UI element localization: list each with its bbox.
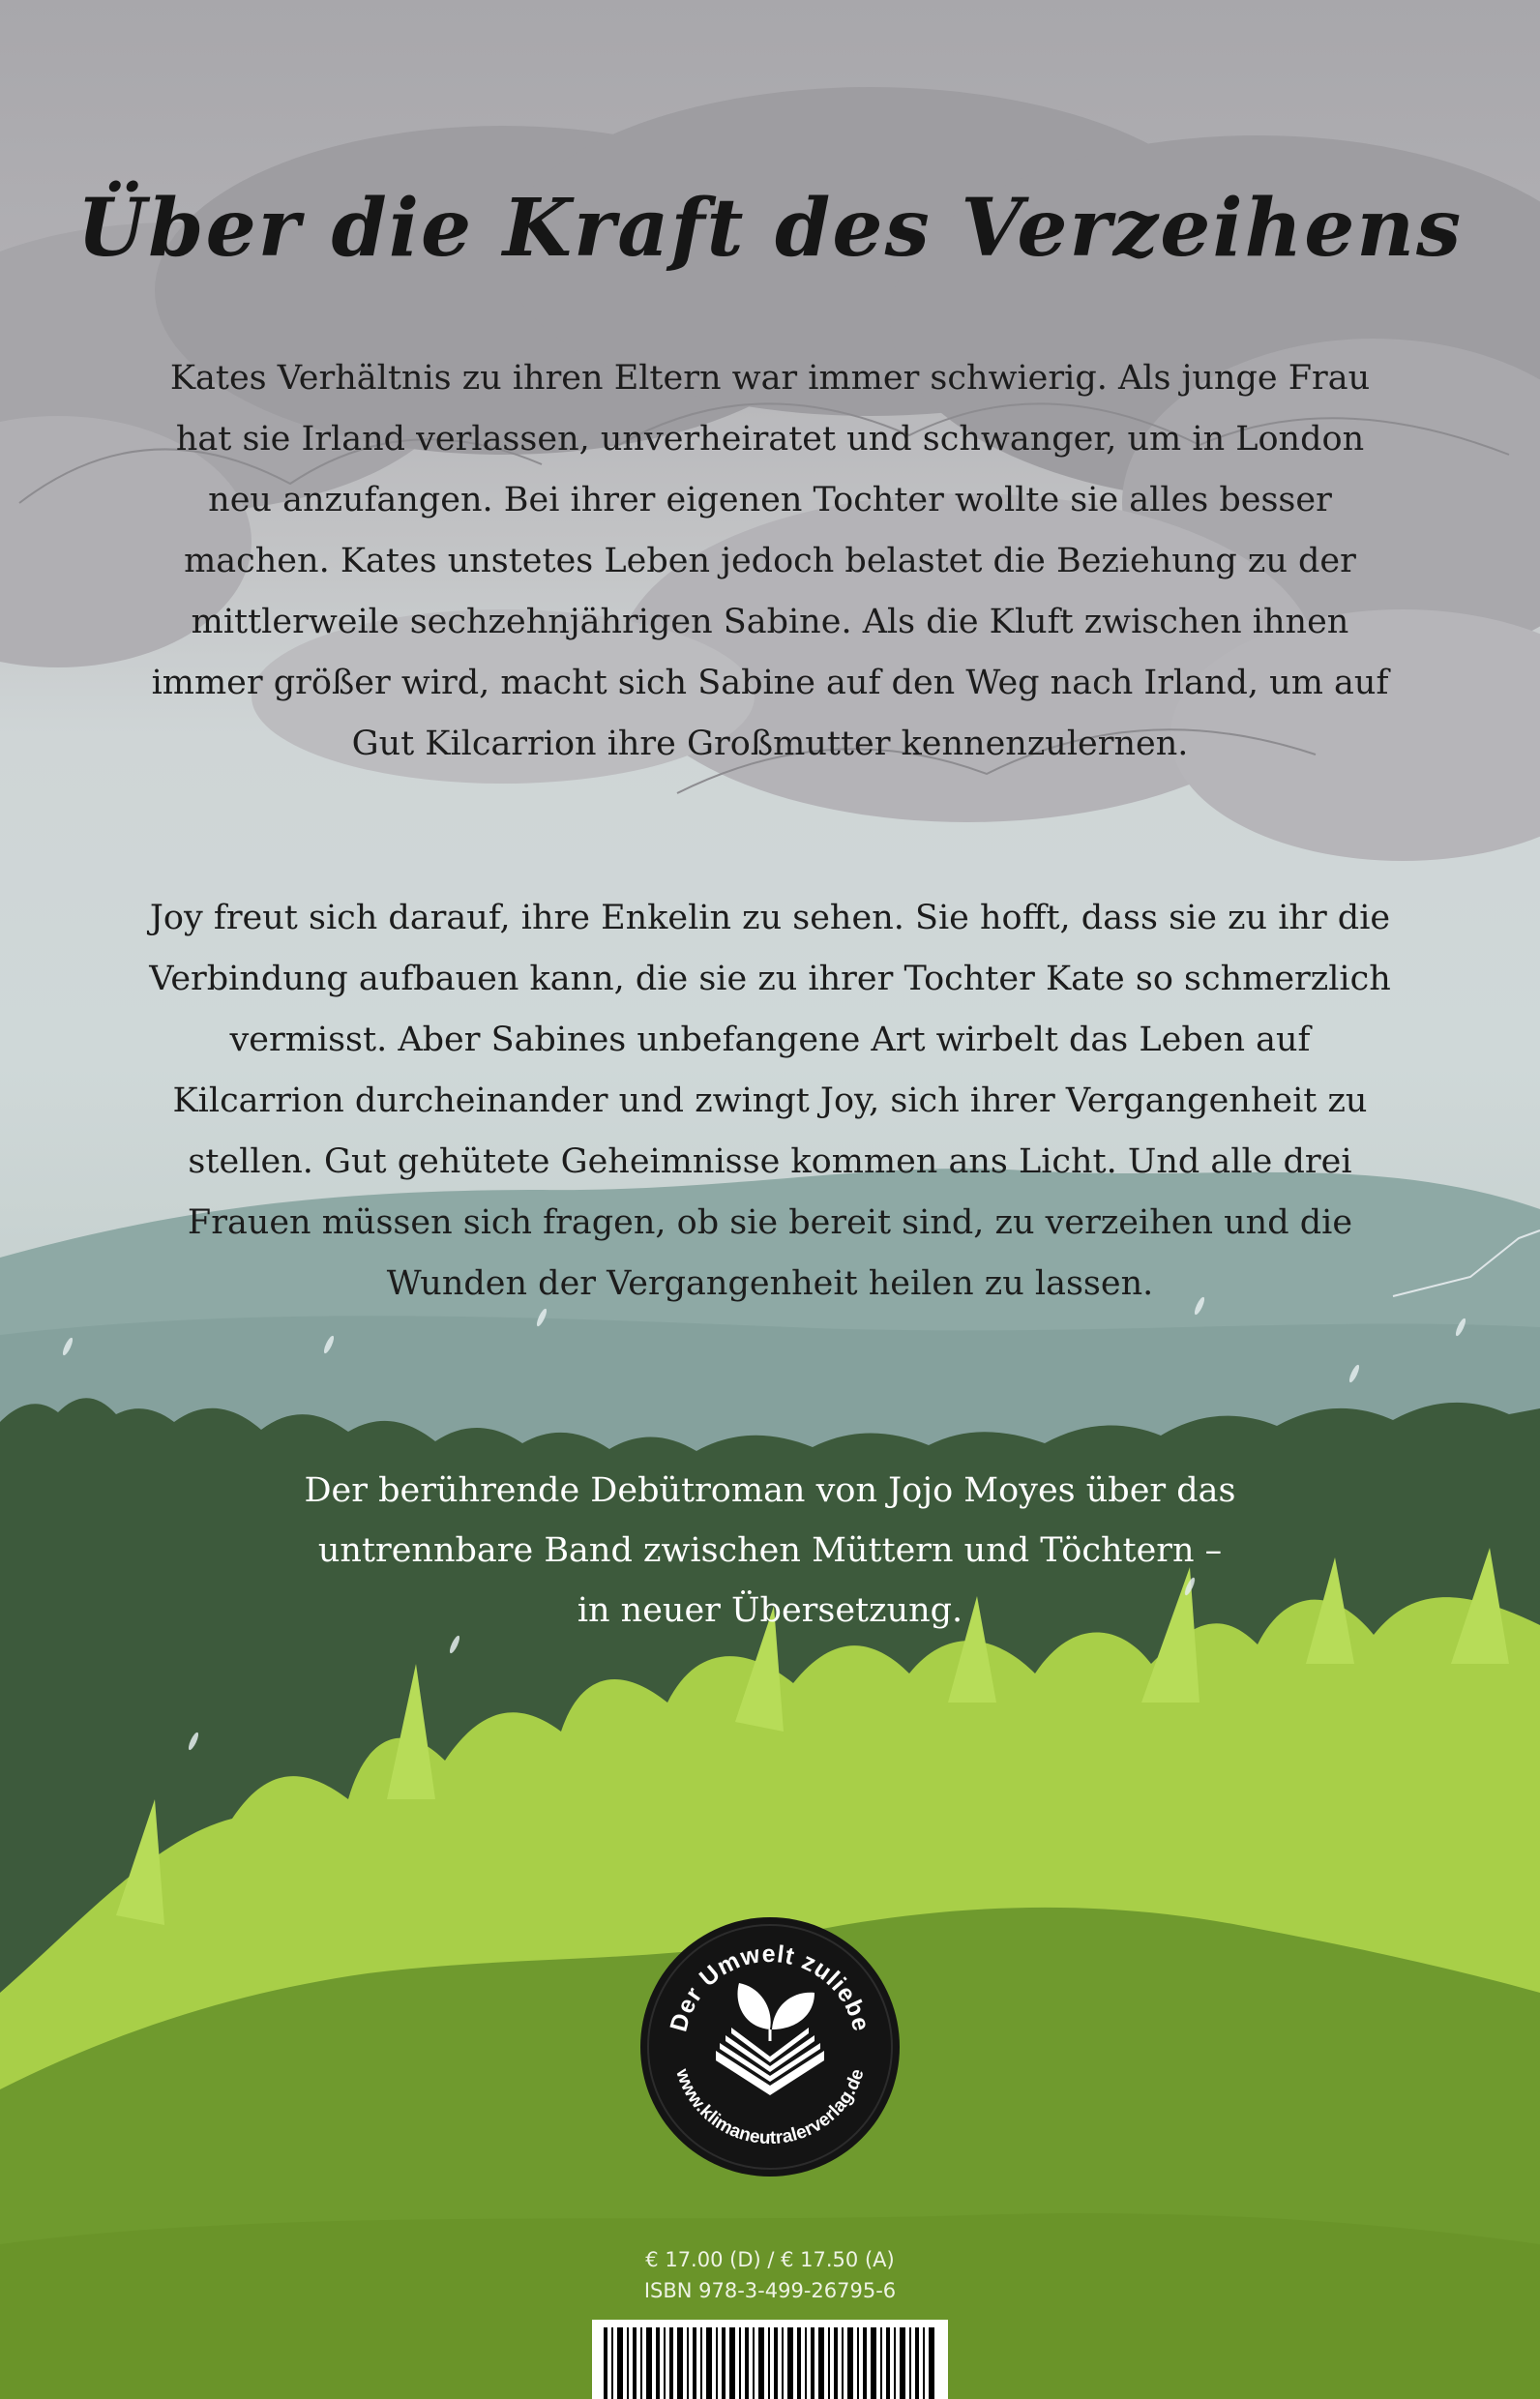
- eco-seal: [638, 1915, 902, 2178]
- tagline: Über die Kraft des Verzeihens: [76, 182, 1464, 275]
- description-paragraph-2: Joy freut sich darauf, ihre Enkelin zu sehen. Sie hofft, dass sie zu ihr die Verbindung aufbauen kann, die sie zu ihrer Tochter Kate so schmerzlich vermisst. Aber Sabines unbefangene Art wirbelt das Leben auf Kilcarrion durcheinander und zwingt Joy, sich ihrer Vergangenheit zu stellen. Gut gehütete Geheimnisse kommen ans Licht. Und alle drei Frauen müssen sich fragen, ob sie bereit sind, zu verzeihen und die Wunden der Vergangenheit heilen zu lassen.: [149, 899, 1391, 1303]
- isbn-label: ISBN 978-3-499-26795-6: [643, 2279, 897, 2302]
- blurb-line-2: untrennbare Band zwischen Müttern und Töchtern –: [317, 1531, 1223, 1570]
- blurb-line-3: in neuer Übersetzung.: [577, 1591, 963, 1630]
- seal-bottom-text: www.klimaneutralerverlag.de: [671, 2066, 869, 2149]
- seal-top-text: Der Umwelt zuliebe: [665, 1940, 875, 2035]
- price-label: € 17.00 (D) / € 17.50 (A): [645, 2248, 895, 2271]
- description-paragraph-1: Kates Verhältnis zu ihren Eltern war immer schwierig. Als junge Frau hat sie Irland verlassen, unverheiratet und schwanger, um in London neu anzufangen. Bei ihrer eigenen Tochter wollte sie alles besser machen. Kates unstetes Leben jedoch belastet die Beziehung zu der mittlerweile sechzehnjährigen Sabine. Als die Kluft zwischen ihnen immer größer wird, macht sich Sabine auf den Weg nach Irland, um auf Gut Kilcarrion ihre Großmutter kennenzulernen.: [151, 359, 1389, 763]
- barcode-bars: [592, 2320, 948, 2399]
- blurb: [174, 1461, 1366, 1641]
- barcode: [592, 2320, 948, 2399]
- blurb-line-1: Der berührende Debütroman von Jojo Moyes über das: [304, 1471, 1236, 1510]
